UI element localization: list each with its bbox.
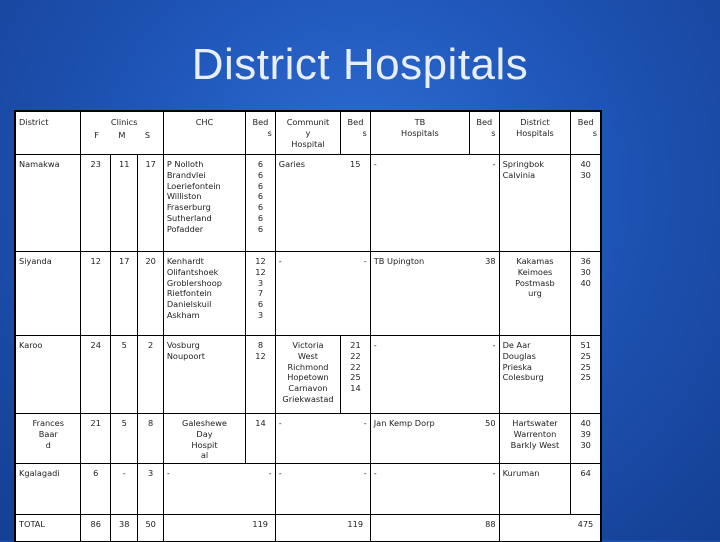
community-hospital-cell: Victoria West Richmond Hopetown Carnavon Griekwastad [275,336,340,414]
community-hospital-cell: - [275,414,340,464]
clinics-f-cell: 12 [81,252,111,336]
district-hospital-cell: De Aar Douglas Prieska Colesburg [499,336,571,414]
total-clinics-f: 86 [81,515,111,542]
clinics-m-cell: 5 [111,414,138,464]
beds-dh-cell: 40 30 [571,155,601,252]
header-row [16,112,601,155]
header-district-hospitals: District Hospitals [499,112,571,155]
header-clinics-label: Clinics [110,117,138,127]
community-hospital-cell: Garies [275,155,340,252]
district-cell: Siyanda [16,252,81,336]
header-tb-hospitals: TB Hospitals [370,112,469,155]
total-row [16,515,601,542]
header-clinics-s: S [144,129,151,140]
tb-hospital-cell: - [370,336,469,414]
beds-dh-cell: 51 25 25 25 [571,336,601,414]
district-hospital-cell: Springbok Calvinia [499,155,571,252]
clinics-s-cell: 17 [138,155,163,252]
header-beds-community-a: Bed [347,117,364,127]
beds-community-cell: 21 22 22 25 14 [341,336,371,414]
header-beds-tb [470,112,500,155]
clinics-f-cell: 23 [81,155,111,252]
clinics-m-cell: 11 [111,155,138,252]
clinics-m-cell: 17 [111,252,138,336]
header-chc: CHC [163,112,245,155]
total-clinics-s: 50 [138,515,163,542]
community-hospital-cell: - [275,252,340,336]
beds-chc-cell: 8 12 [246,336,276,414]
beds-tb-cell: - [470,155,500,252]
district-hospital-cell: Kakamas Keimoes Postmasb urg [499,252,571,336]
table-row [16,336,601,414]
district-cell: Karoo [16,336,81,414]
clinics-s-cell: 3 [138,464,163,515]
header-beds-chc-b: s [267,127,272,138]
chc-cell: Kenhardt Olifantshoek Groblershoop Rietfontein Danielskuil Askham [163,252,245,336]
header-beds-tb-b: s [491,127,496,138]
table-row [16,414,601,464]
beds-tb-cell: 50 [470,414,500,464]
beds-chc-cell: 14 [246,414,276,464]
total-beds-chc: 119 [246,515,276,542]
community-hospital-cell: - [275,464,340,515]
header-district: District [16,112,81,155]
beds-tb-cell: - [470,336,500,414]
beds-community-cell: - [341,252,371,336]
chc-cell: P Nolloth Brandvlei Loeriefontein Williston Fraserburg Sutherland Pofadder [163,155,245,252]
total-dh-empty [499,515,571,542]
clinics-f-cell: 24 [81,336,111,414]
beds-dh-cell: 40 39 30 [571,414,601,464]
header-beds-chc [246,112,276,155]
district-cell: Namakwa [16,155,81,252]
header-community-hospital: Communit y Hospital [275,112,340,155]
total-tb-empty [370,515,469,542]
clinics-m-cell: - [111,464,138,515]
header-beds-community [341,112,371,155]
header-beds-dh [571,112,601,155]
beds-tb-cell: - [470,464,500,515]
header-clinics [81,112,163,155]
header-beds-dh-a: Bed [577,117,594,127]
clinics-s-cell: 2 [138,336,163,414]
district-cell: Frances Baar d [16,414,81,464]
beds-chc-cell: 6 6 6 6 6 6 6 [246,155,276,252]
total-beds-dh: 475 [571,515,601,542]
tb-hospital-cell: - [370,155,469,252]
header-beds-dh-b: s [592,127,597,138]
total-community-empty [275,515,340,542]
total-beds-community: 119 [341,515,371,542]
slide-title: District Hospitals [191,40,529,89]
district-hospital-cell: Kuruman [499,464,571,515]
clinics-m-cell: 5 [111,336,138,414]
tb-hospital-cell: TB Upington [370,252,469,336]
table-row [16,252,601,336]
beds-dh-cell: 36 30 40 [571,252,601,336]
district-hospitals-table [15,111,601,542]
header-clinics-m: M [118,129,126,140]
clinics-f-cell: 21 [81,414,111,464]
district-cell: Kgalagadi [16,464,81,515]
header-clinics-f: F [94,129,99,140]
clinics-s-cell: 8 [138,414,163,464]
beds-community-cell: - [341,414,371,464]
beds-dh-cell: 64 [571,464,601,515]
header-beds-tb-a: Bed [476,117,493,127]
header-beds-community-b: s [362,127,367,138]
beds-community-cell: 15 [341,155,371,252]
total-beds-tb: 88 [470,515,500,542]
header-clinics-sub [84,130,159,141]
total-label: TOTAL [16,515,81,542]
beds-chc-cell: 12 12 3 7 6 3 [246,252,276,336]
total-chc-empty [163,515,245,542]
table-row [16,155,601,252]
beds-tb-cell: 38 [470,252,500,336]
chc-cell: Vosburg Noupoort [163,336,245,414]
chc-cell: - [163,464,245,515]
beds-community-cell: - [341,464,371,515]
clinics-s-cell: 20 [138,252,163,336]
district-hospitals-table-container [14,110,602,542]
tb-hospital-cell: - [370,464,469,515]
table-row [16,464,601,515]
chc-cell: Galeshewe Day Hospit al [163,414,245,464]
total-clinics-m: 38 [111,515,138,542]
header-beds-chc-a: Bed [252,117,269,127]
tb-hospital-cell: Jan Kemp Dorp [370,414,469,464]
clinics-f-cell: 6 [81,464,111,515]
beds-chc-cell: - [246,464,276,515]
district-hospital-cell: Hartswater Warrenton Barkly West [499,414,571,464]
